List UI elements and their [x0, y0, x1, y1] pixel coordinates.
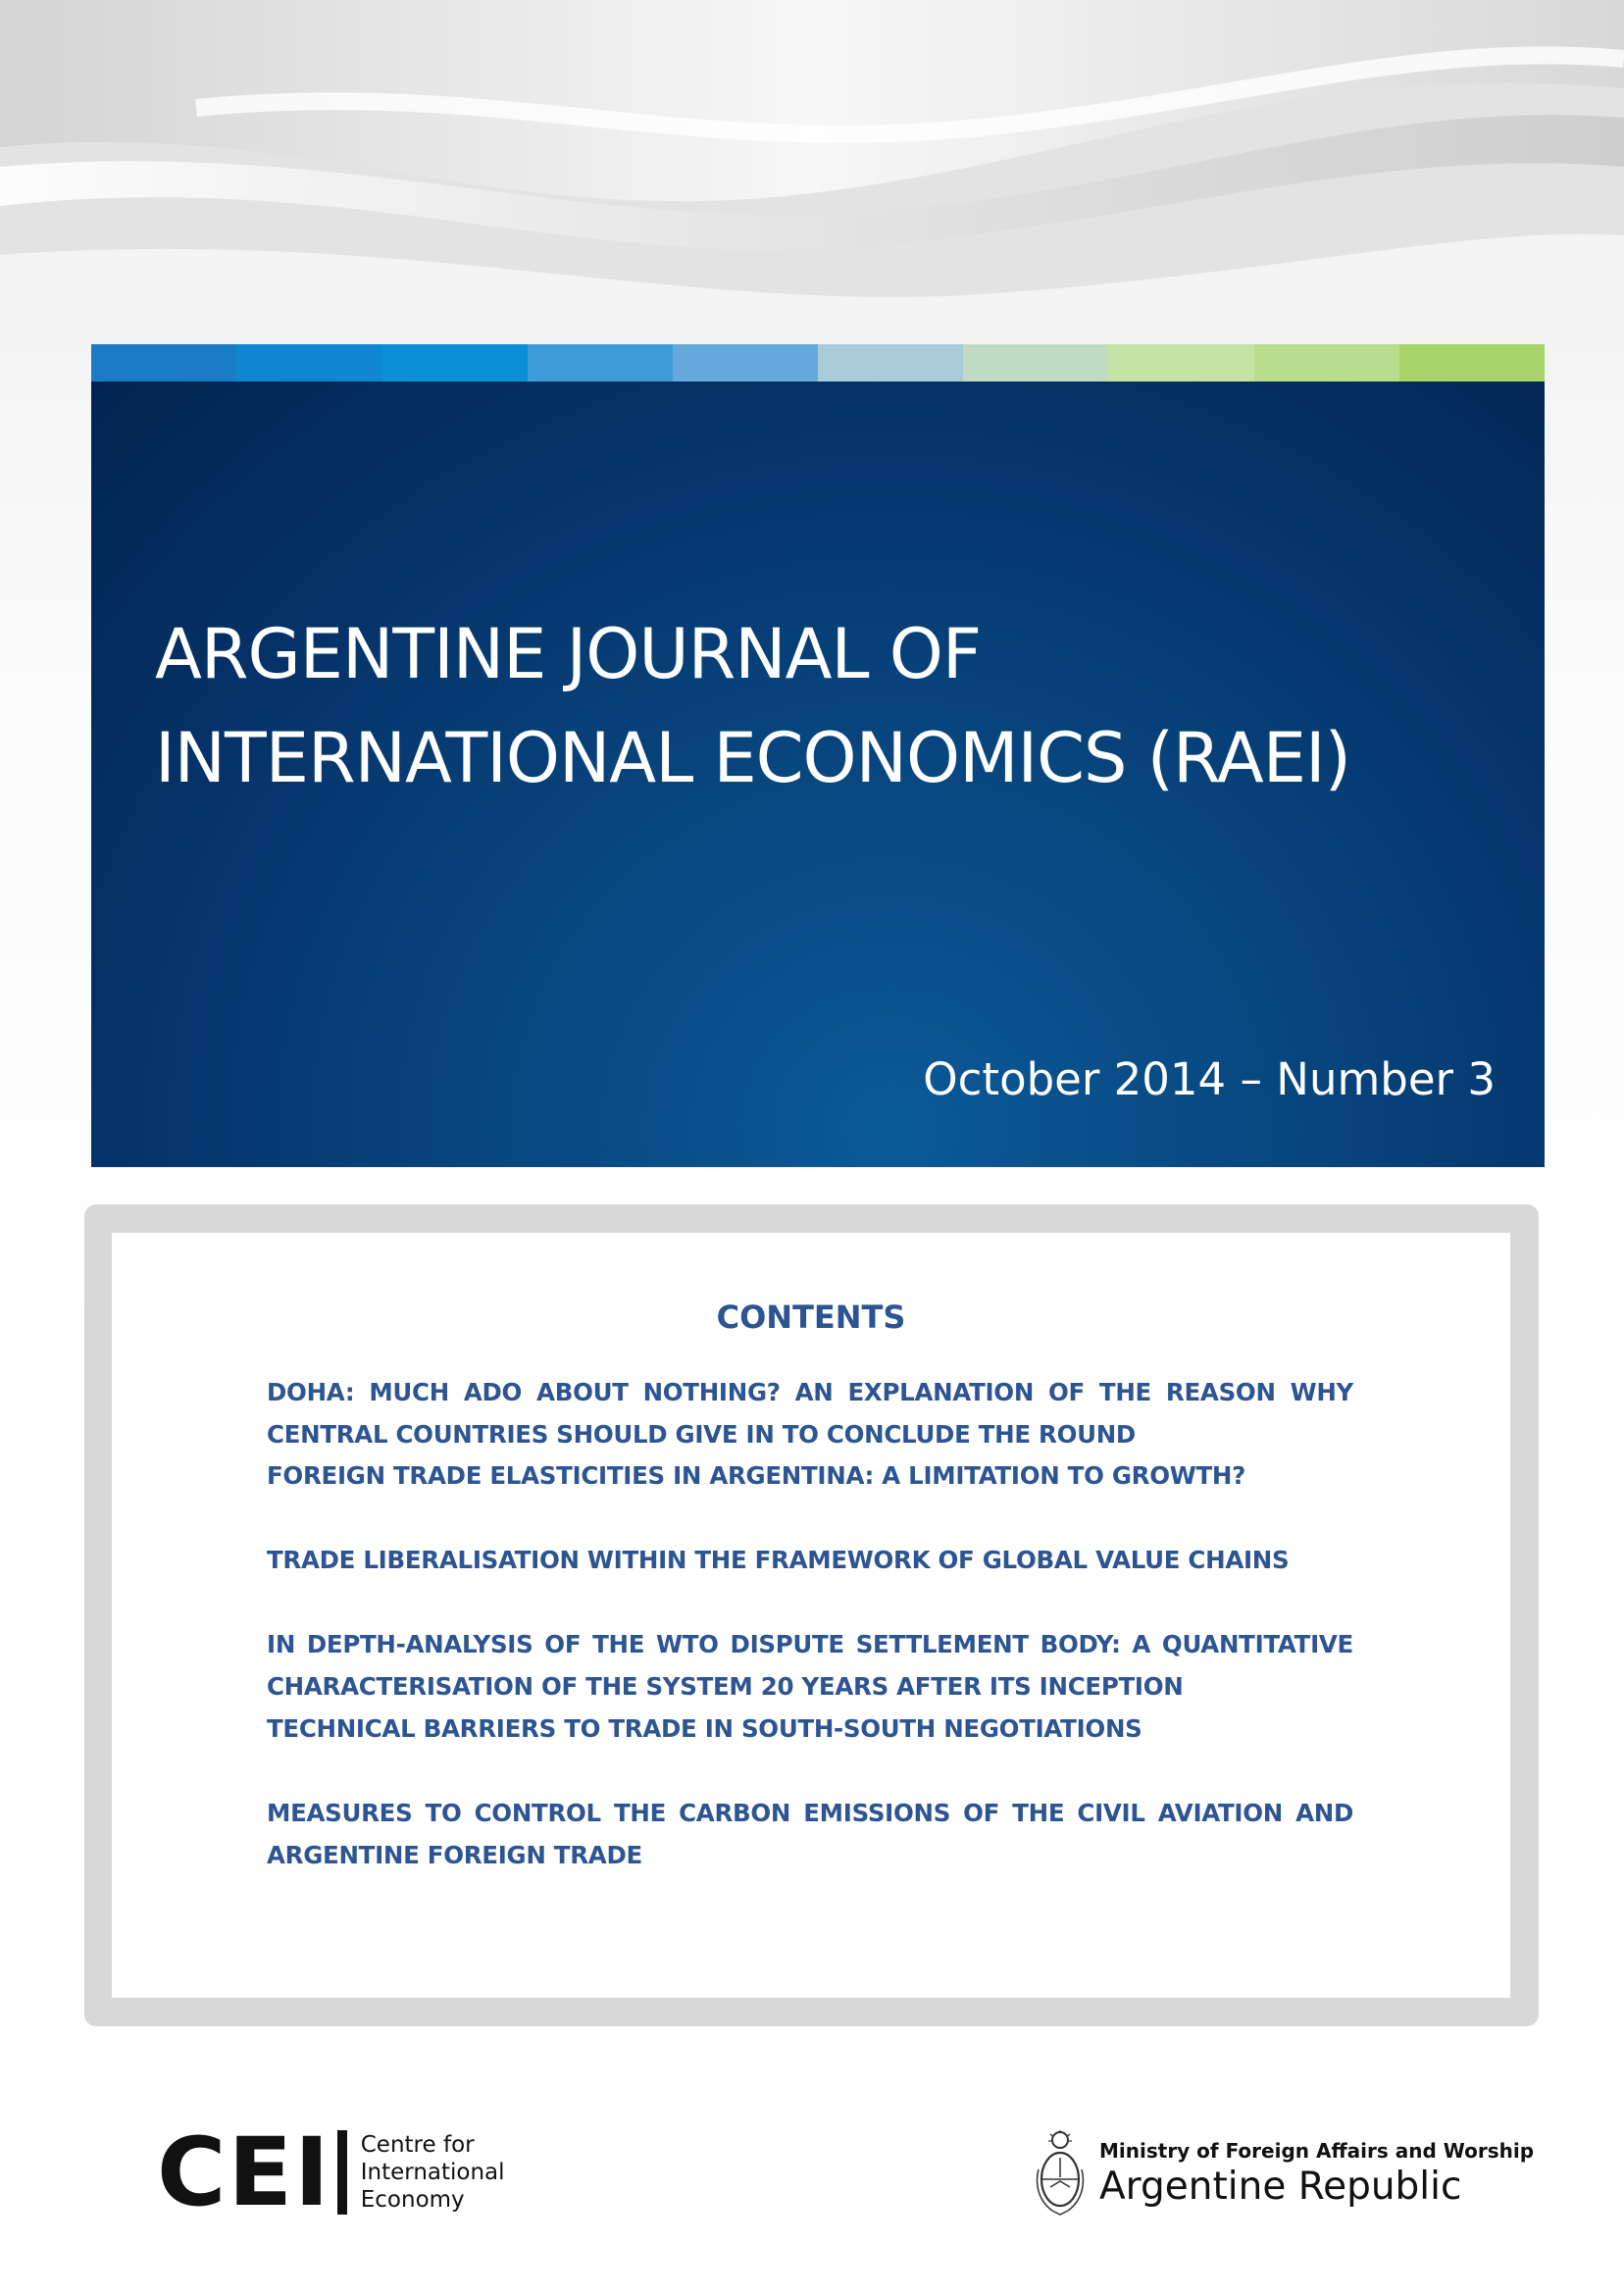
stripe-segment	[818, 344, 963, 382]
cei-logo-line-3: Economy	[360, 2187, 465, 2213]
stripe-segment	[381, 344, 527, 382]
cei-logo-bar	[337, 2130, 347, 2215]
ministry-logo-text	[1099, 2139, 1534, 2209]
contents-heading: CONTENTS	[716, 1299, 906, 1336]
argentine-coat-of-arms-icon	[1035, 2130, 1086, 2217]
issue-date: October 2014 – Number 3	[923, 1053, 1496, 1105]
contents-item[interactable]: FOREIGN TRADE ELASTICITIES IN ARGENTINA: A LIMITATION TO GROWTH?	[267, 1461, 1245, 1490]
stripe-segment	[1108, 344, 1253, 382]
contents-item[interactable]: DOHA: MUCH ADO ABOUT NOTHING? AN EXPLANATION OF THE REASON WHY CENTRAL COUNTRIES SHOULD GIVE IN TO CONCLUDE THE ROUND	[267, 1378, 1353, 1449]
cei-logo-text	[361, 2131, 505, 2214]
ministry-name: Ministry of Foreign Affairs and Worship	[1099, 2138, 1535, 2163]
contents-item[interactable]: IN DEPTH-ANALYSIS OF THE WTO DISPUTE SETTLEMENT BODY: A QUANTITATIVE CHARACTERISATION OF THE SYSTEM 20 YEARS AFTER ITS INCEPTION	[267, 1630, 1353, 1701]
stripe-segment	[1254, 344, 1399, 382]
contents-item[interactable]: TRADE LIBERALISATION WITHIN THE FRAMEWORK OF GLOBAL VALUE CHAINS	[267, 1546, 1290, 1574]
cei-logo-line-1: Centre for	[360, 2132, 475, 2158]
contents-panel	[112, 1233, 1510, 1998]
stripe-segment	[236, 344, 381, 382]
cei-logo-line-2: International	[360, 2160, 505, 2185]
cei-logo	[157, 2117, 505, 2227]
title-banner	[91, 382, 1545, 1167]
ministry-logo	[1035, 2130, 1534, 2217]
stripe-segment	[1399, 344, 1545, 382]
journal-title	[155, 602, 1350, 810]
color-stripe-bar	[91, 344, 1545, 382]
stripe-segment	[528, 344, 673, 382]
stripe-segment	[673, 344, 818, 382]
contents-frame	[84, 1204, 1539, 2026]
country-name: Argentine Republic	[1099, 2164, 1462, 2209]
decorative-wave-background	[0, 0, 1624, 353]
stripe-segment	[963, 344, 1108, 382]
contents-item[interactable]: MEASURES TO CONTROL THE CARBON EMISSIONS OF THE CIVIL AVIATION AND ARGENTINE FOREIGN TRADE	[267, 1799, 1353, 1869]
stripe-segment	[91, 344, 236, 382]
cei-logo-mark: CEI	[157, 2117, 331, 2227]
journal-title-line-2: INTERNATIONAL ECONOMICS (RAEI)	[155, 718, 1350, 798]
journal-title-line-1: ARGENTINE JOURNAL OF	[155, 614, 982, 694]
contents-item[interactable]: TECHNICAL BARRIERS TO TRADE IN SOUTH-SOUTH NEGOTIATIONS	[267, 1714, 1142, 1743]
